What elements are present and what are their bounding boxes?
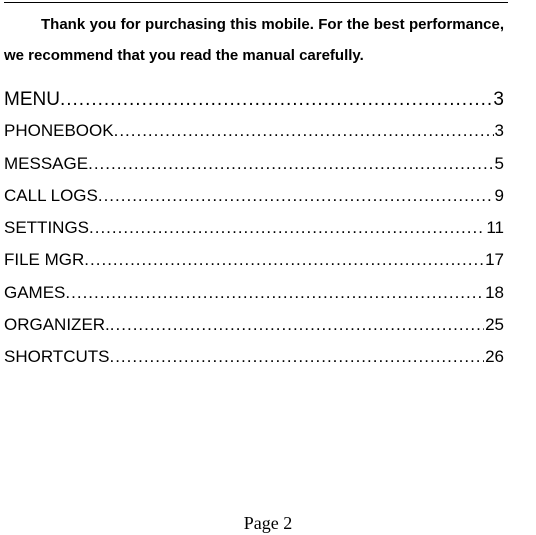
toc-dot-leader <box>88 154 493 174</box>
toc-dot-leader <box>65 283 484 303</box>
toc-entry-page: 25 <box>485 315 504 335</box>
toc-entry-page: 18 <box>485 282 504 302</box>
page-number: Page 2 <box>243 513 293 533</box>
toc-dot-leader <box>110 315 484 335</box>
toc-entry-title: GAMES <box>4 282 66 302</box>
toc-entry-organizer[interactable] <box>4 315 504 347</box>
toc-dot-leader <box>98 186 494 206</box>
toc-entry-message[interactable] <box>4 154 504 186</box>
intro-paragraph: Thank you for purchasing this mobile. For the best performance, we recommend that you read the manual carefully. <box>4 16 504 64</box>
toc-entry-shortcuts[interactable] <box>4 347 504 379</box>
toc-dot-leader <box>109 347 484 367</box>
toc-entry-title: SHORTCUTS <box>4 347 110 367</box>
toc-entry-file-mgr[interactable] <box>4 250 504 282</box>
toc-entry-games[interactable] <box>4 283 504 315</box>
toc-entry-phonebook[interactable] <box>4 121 504 153</box>
toc-entry-title: MENU <box>4 89 60 110</box>
header-rule <box>4 2 508 3</box>
toc-dot-leader <box>60 89 492 111</box>
toc-entry-page: 26 <box>485 347 504 367</box>
toc-entry-title: CALL LOGS <box>4 185 98 205</box>
toc-entry-page: 5 <box>494 153 504 173</box>
toc-entry-page: 3 <box>494 121 504 141</box>
toc-entry-title: FILE MGR <box>4 250 85 270</box>
toc-entry-menu[interactable] <box>4 89 504 121</box>
toc-entry-page: 17 <box>485 250 504 270</box>
toc-entry-title: ORGANIZER. <box>4 315 110 335</box>
toc-entry-title: MESSAGE <box>4 153 89 173</box>
table-of-contents <box>4 89 504 380</box>
toc-dot-leader <box>114 121 494 141</box>
toc-dot-leader <box>89 218 485 238</box>
toc-entry-page: 3 <box>493 89 504 110</box>
toc-entry-title: SETTINGS <box>4 218 90 238</box>
toc-entry-call-logs[interactable] <box>4 186 504 218</box>
toc-dot-leader <box>84 250 484 270</box>
toc-entry-title: PHONEBOOK <box>4 121 114 141</box>
toc-entry-settings[interactable] <box>4 218 504 250</box>
toc-entry-page: 9 <box>494 185 504 205</box>
toc-entry-page: 11 <box>486 218 504 238</box>
